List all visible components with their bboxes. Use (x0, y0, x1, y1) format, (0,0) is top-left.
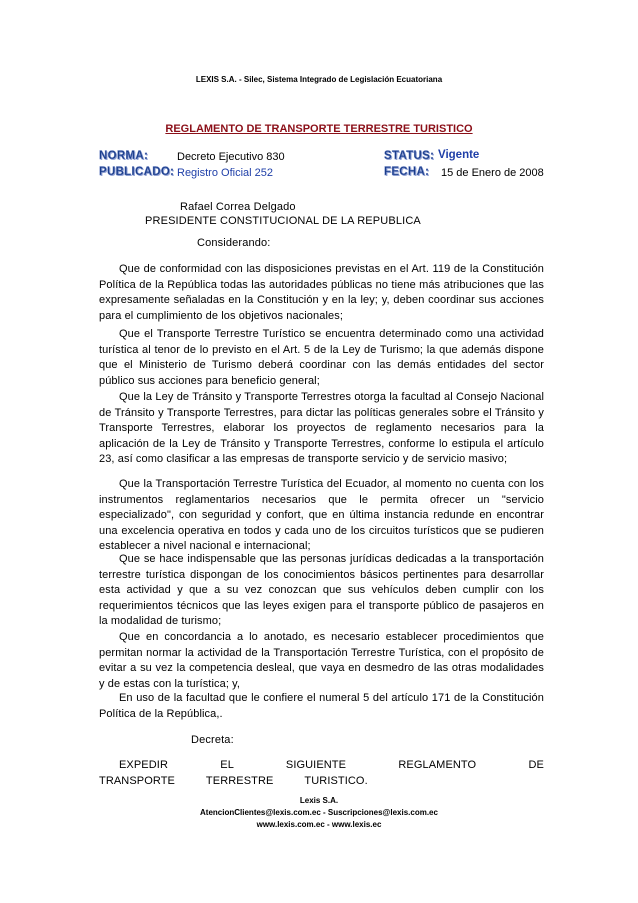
fecha-label: FECHA: (384, 166, 430, 178)
footer-websites[interactable]: www.lexis.com.ec - www.lexis.ec (256, 820, 382, 829)
considerando-heading: Considerando: (197, 237, 271, 249)
signatory-name: Rafael Correa Delgado (180, 201, 296, 213)
footer-company: Lexis S.A. (299, 796, 339, 805)
publicado-label: PUBLICADO: (99, 166, 175, 178)
footer-emails[interactable]: AtencionClientes@lexis.com.ec - Suscripciones@lexis.com.ec (200, 808, 438, 817)
publicado-link[interactable]: Registro Oficial 252 (177, 167, 273, 179)
norma-value: Decreto Ejecutivo 830 (177, 151, 285, 163)
signatory-office: PRESIDENTE CONSTITUCIONAL DE LA REPUBLICA (145, 215, 421, 227)
paragraph-6: Que en concordancia a lo anotado, es necesario establecer procedimientos que permitan normar la actividad de la Transportación Terrestre Turística, con el propósito de evitar a su vez la competencia desleal, que vaya en desmedro de las otras modalidades y de estas con la turística; y, (99, 631, 544, 690)
fecha-value: 15 de Enero de 2008 (441, 167, 544, 179)
paragraph-7: En uso de la facultad que le confiere el numeral 5 del artículo 171 de la Constitución Política de la República,. (99, 692, 544, 720)
status-value: Vigente (438, 149, 480, 161)
paragraph-3: Que la Ley de Tránsito y Transporte Terrestres otorga la facultad al Consejo Nacional de Tránsito y Transporte Terrestres, para dictar las políticas generales sobre el Tránsito y Transporte Terrestres, elaborar los proyectos de reglamento necesarios para la aplicación de la Ley de Tránsito y Transporte Terrestres, conforme lo estipula el artículo 23, así como clasificar a las empresas de transporte servicio y de servicio masivo; (99, 391, 544, 466)
paragraph-2: Que el Transporte Terrestre Turístico se encuentra determinado como una actividad turística al tenor de lo previsto en el Art. 5 de la Ley de Turismo; la que además dispone que el Ministerio de Turismo deberá coordinar con las demás entidades del sector público sus acciones para beneficio general; (99, 328, 544, 387)
status-label: STATUS: (384, 150, 435, 162)
document-header: LEXIS S.A. - Silec, Sistema Integrado de Legislación Ecuatoriana (195, 75, 443, 84)
final-paragraph: EXPEDIR EL SIGUIENTE REGLAMENTO DE TRANSPORTE TERRESTRE TURISTICO. (99, 759, 544, 787)
norma-label: NORMA: (99, 150, 149, 162)
paragraph-1: Que de conformidad con las disposiciones previstas en el Art. 119 de la Constitución Política de la República todas las autoridades públicas no tiene más atribuciones que las expresamente señaladas en la Constitución y en la ley; y, deben coordinar sus acciones para el cumplimiento de los objetivos nacionales; (99, 263, 544, 322)
paragraph-5: Que se hace indispensable que las personas jurídicas dedicadas a la transportación terrestre turística dispongan de los conocimientos básicos pertinentes para desarrollar esta actividad y que a su vez conozcan que sus vehículos deben cumplir con los requerimientos técnicos que las leyes exigen para el transporte público de pasajeros en la modalidad de turismo; (99, 553, 544, 628)
decreta-heading: Decreta: (191, 734, 234, 746)
document-title: REGLAMENTO DE TRANSPORTE TERRESTRE TURISTICO (165, 123, 473, 135)
paragraph-4: Que la Transportación Terrestre Turística del Ecuador, al momento no cuenta con los instrumentos reglamentarios necesarios que le permita ofrecer un "servicio especializado", con seguridad y confort, que en última instancia redunde en encontrar una excelencia operativa en todos y cada uno de los circuitos turísticos que se pudieren establecer a nivel nacional e internacional; (99, 478, 544, 553)
